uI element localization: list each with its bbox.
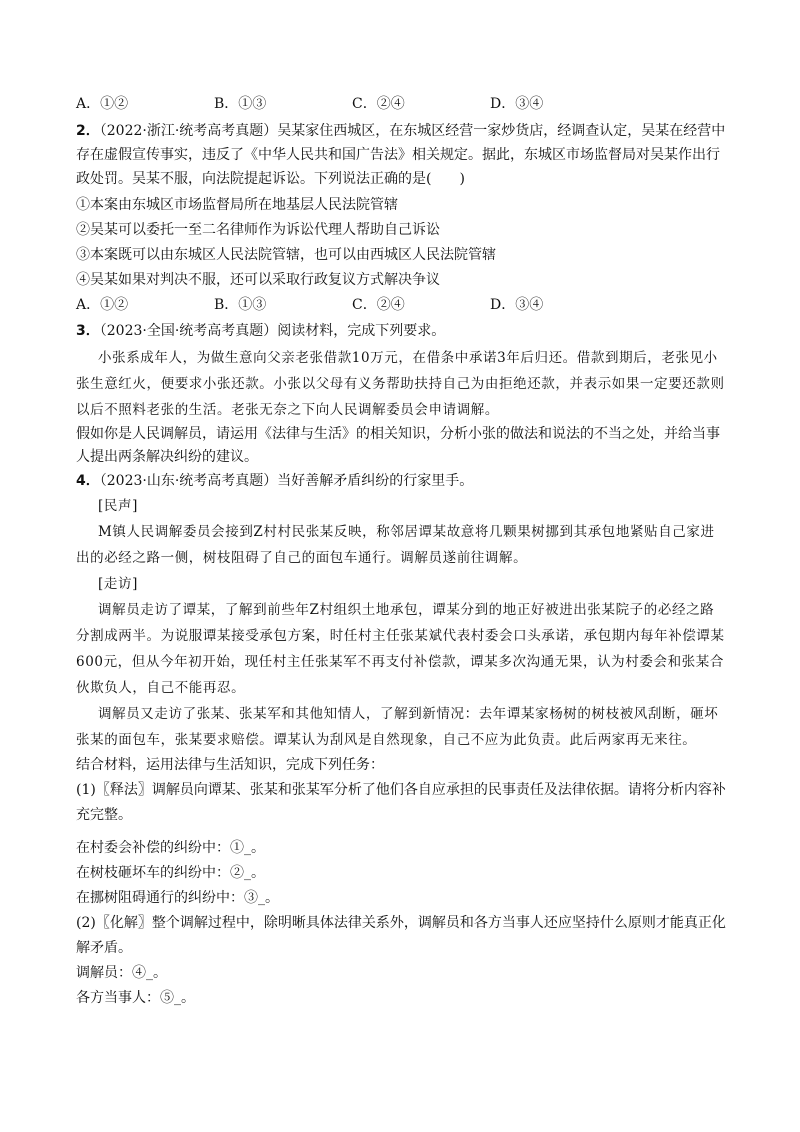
q2-option-c: C．②④ [352, 297, 405, 313]
q1-option-d: D．③④ [490, 96, 544, 112]
q2-option-a: A．①② [76, 297, 129, 313]
q4-blank-4: 调解员：④_。 [76, 965, 167, 981]
q4-blank-3: 在挪树阻碍通行的纠纷中：③_。 [76, 890, 279, 906]
q2-statement-1: ①本案由东城区市场监督局所在地基层人民法院管辖 [76, 197, 398, 213]
q2-option-b: B．①③ [214, 297, 267, 313]
q4-task1-line-1: (1)〖释法〗调解员向谭某、张某和张某军分析了他们各自应承担的民事责任及法律依据。请将分析内容补 [76, 782, 726, 798]
q1-option-a: A．①② [76, 96, 129, 112]
q4-lead: 结合材料，运用法律与生活知识，完成下列任务： [76, 757, 384, 773]
q2-statement-2: ②吴某可以委托一至二名律师作为诉讼代理人帮助自己诉讼 [76, 222, 440, 238]
q2-text-line-2: 存在虚假宣传事实，违反了《中华人民共和国广告法》相关规定。据此，东城区市场监督局对吴某作出行 [76, 147, 720, 163]
q2-statement-4: ④吴某如果对判决不服，还可以采取行政复议方式解决争议 [76, 272, 440, 288]
q4-number: 4． [76, 473, 100, 489]
q4-material1-line-1: M镇人民调解委员会接到Z村村民张某反映，称邻居谭某故意将几颗果树挪到其承包地紧贴自己家进 [98, 524, 715, 540]
q3-material-line-2: 张生意红火，便要求小张还款。小张以父母有义务帮助扶持自己为由拒绝还款，并表示如果一定要还款则 [76, 376, 725, 392]
q4-task2-line-2: 解矛盾。 [76, 940, 132, 956]
q4-blank-1: 在村委会补偿的纠纷中：①_。 [76, 840, 265, 856]
q4-material2-line-4: 伙欺负人，自己不能再忍。 [76, 680, 246, 696]
q4-section-zoufang: [走访] [98, 576, 138, 592]
q2-text-line-1: 2．（2022·浙江·统考高考真题）吴某家住西城区，在东城区经营一家炒货店，经调查认定，吴某在经营中 [76, 123, 726, 139]
q3-number: 3． [76, 323, 100, 339]
q3-intro: 3．（2023·全国·统考高考真题）阅读材料，完成下列要求。 [76, 323, 446, 339]
q4-material2-line-2: 分割成两半。为说服谭某接受承包方案，时任村主任张某斌代表村委会口头承诺，承包期内每年补偿谭某 [76, 628, 725, 644]
q2-statement-3: ③本案既可以由东城区人民法院管辖，也可以由西城区人民法院管辖 [76, 247, 496, 263]
q4-intro: 4．（2023·山东·统考高考真题）当好善解矛盾纠纷的行家里手。 [76, 473, 474, 489]
q3-task-line-2: 人提出两条解决纠纷的建议。 [76, 449, 258, 465]
q2-number: 2． [76, 123, 100, 139]
q4-blank-5: 各方当事人：⑤_。 [76, 990, 195, 1006]
q1-option-c: C．②④ [352, 96, 405, 112]
q4-material1-line-2: 出的必经之路一侧，树枝阻碍了自己的面包车通行。调解员遂前往调解。 [76, 550, 528, 566]
q3-material-line-1: 小张系成年人，为做生意向父亲老张借款10万元，在借条中承诺3年后归还。借款到期后，老张见小 [98, 350, 718, 366]
q4-task1-line-2: 充完整。 [76, 807, 132, 823]
q4-material2-line-3: 600元，但从今年初开始，现任村主任张某军不再支付补偿款，谭某多次沟通无果，认为村委会和张某合 [76, 654, 724, 670]
q1-option-b: B．①③ [214, 96, 267, 112]
q3-task-line-1: 假如你是人民调解员，请运用《法律与生活》的相关知识，分析小张的做法和说法的不当之处，并给当事 [76, 426, 720, 442]
q4-section-minsheng: [民声] [98, 498, 138, 514]
q2-option-d: D．③④ [490, 297, 544, 313]
q3-material-line-3: 以后不照料老张的生活。老张无奈之下向人民调解委员会申请调解。 [76, 402, 499, 418]
q4-blank-2: 在树枝砸坏车的纠纷中：②_。 [76, 865, 265, 881]
q4-material3-line-2: 张某的面包车，张某要求赔偿。谭某认为刮风是自然现象，自己不应为此负责。此后两家再无来往。 [76, 732, 697, 748]
q4-task2-line-1: (2)〖化解〗整个调解过程中，除明晰具体法律关系外，调解员和各方当事人还应坚持什么原则才能真正化 [76, 915, 726, 931]
q4-material3-line-1: 调解员又走访了张某、张某军和其他知情人，了解到新情况：去年谭某家杨树的树枝被风刮断，砸坏 [98, 706, 719, 722]
q2-text-line-3: 政处罚。吴某不服，向法院提起诉讼。下列说法正确的是( ) [76, 171, 465, 187]
q4-material2-line-1: 调解员走访了谭某，了解到前些年Z村组织土地承包，谭某分到的地正好被进出张某院子的必经之路 [98, 602, 715, 618]
